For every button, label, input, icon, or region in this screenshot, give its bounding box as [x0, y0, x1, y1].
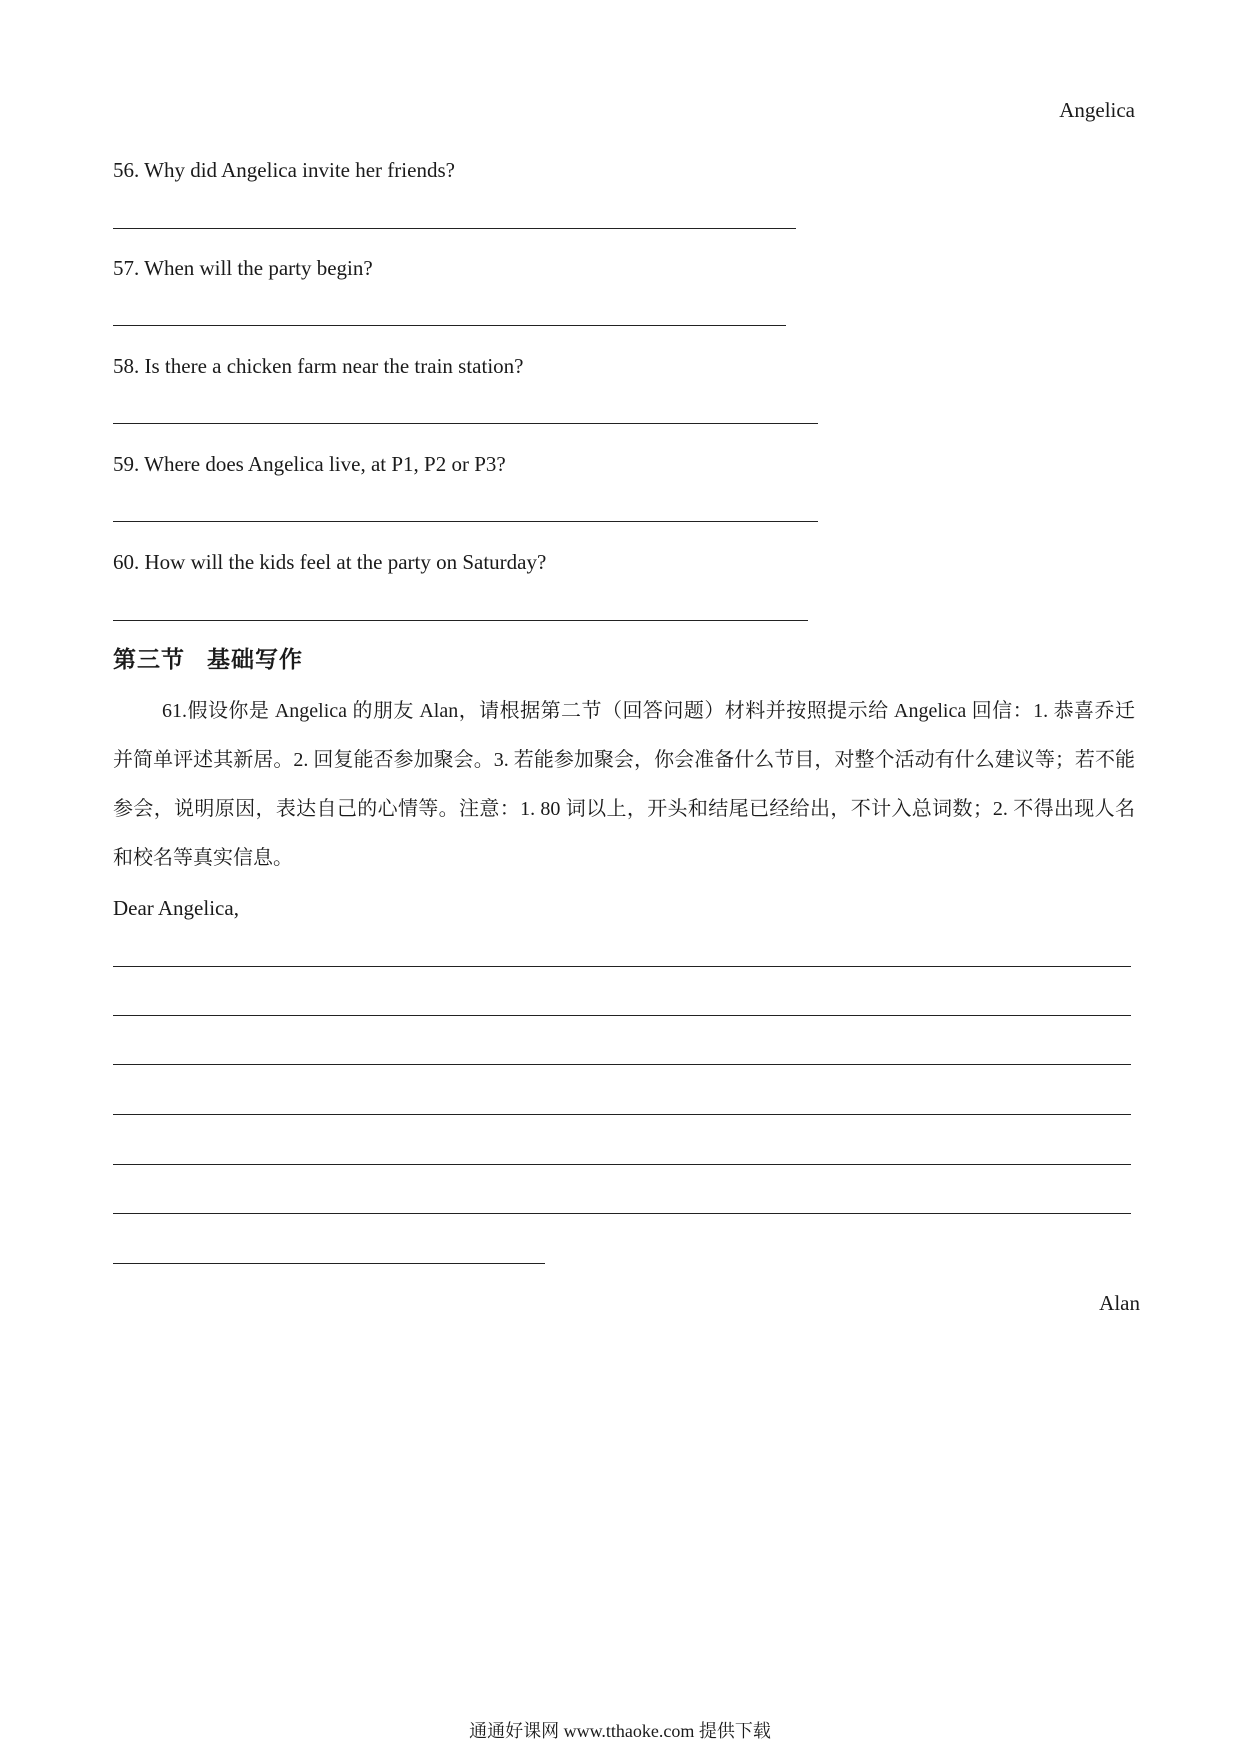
question-57: 57. When will the party begin? — [113, 256, 373, 280]
answer-line-60[interactable] — [113, 620, 808, 621]
question-58: 58. Is there a chicken farm near the train station? — [113, 354, 524, 378]
writing-line[interactable] — [113, 1164, 1131, 1165]
writing-line[interactable] — [113, 1213, 1131, 1214]
answer-line-58[interactable] — [113, 423, 818, 424]
writing-line-short[interactable] — [113, 1263, 545, 1264]
answer-line-56[interactable] — [113, 228, 796, 229]
writing-line[interactable] — [113, 966, 1131, 967]
writing-line[interactable] — [113, 1015, 1131, 1016]
answer-line-59[interactable] — [113, 521, 818, 522]
question-60: 60. How will the kids feel at the party on Saturday? — [113, 550, 547, 574]
writing-line[interactable] — [113, 1114, 1131, 1115]
question-56: 56. Why did Angelica invite her friends? — [113, 158, 455, 182]
writing-prompt: 61.假设你是 Angelica 的朋友 Alan，请根据第二节（回答问题）材料并按照提示给 Angelica 回信：1. 恭喜乔迁并简单评述其新居。2. 回复能否参加聚会。3. 若能参加聚会，你会准备什么节目，对整个活动有什么建议等；若不能参会，说明原因，表达自己的心情等。注意：1. 80 词以上，开头和结尾已经给出，不计入总词数；2. 不得出现人名和校名等真实信息。 — [113, 700, 1135, 869]
letter-signature: Alan — [1099, 1291, 1140, 1315]
previous-letter-signature: Angelica — [1059, 98, 1135, 122]
question-59: 59. Where does Angelica live, at P1, P2 or P3? — [113, 452, 506, 476]
page-footer: 通通好课网 www.tthaoke.com 提供下载 — [469, 1721, 771, 1741]
letter-greeting: Dear Angelica, — [113, 896, 239, 920]
answer-line-57[interactable] — [113, 325, 786, 326]
writing-line[interactable] — [113, 1064, 1131, 1065]
section-title: 基础写作 — [207, 647, 303, 672]
section-number: 第三节 — [113, 647, 185, 672]
section-heading — [113, 645, 303, 675]
